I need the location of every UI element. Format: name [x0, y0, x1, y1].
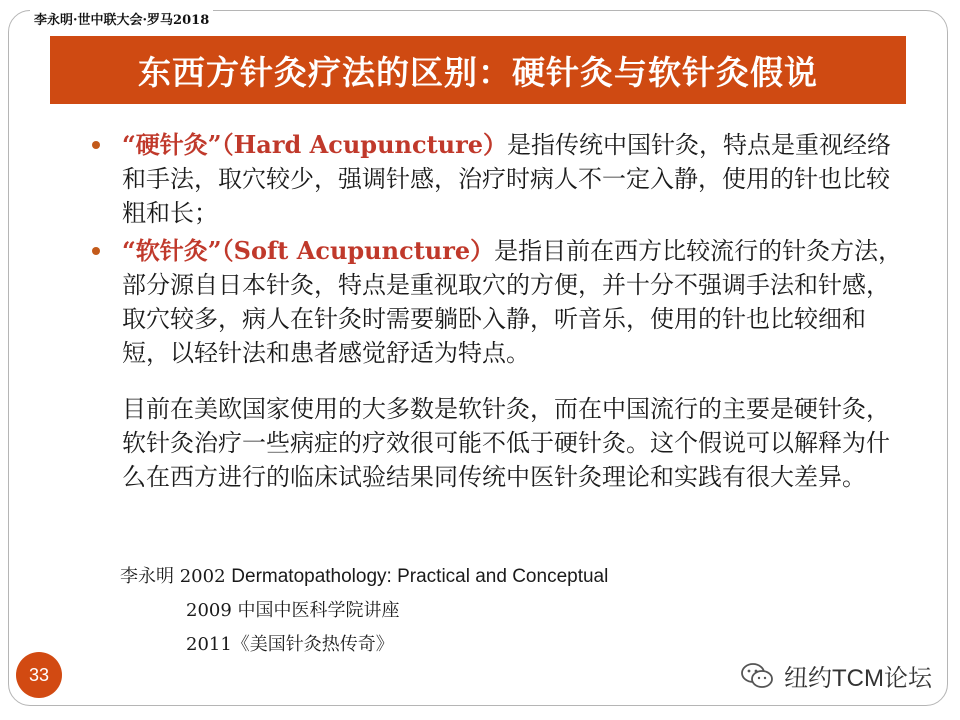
reference-year: 2002	[179, 566, 226, 587]
bullet-dot-icon	[92, 141, 100, 149]
wechat-icon	[740, 661, 774, 691]
bullet-term: “软针灸”	[122, 236, 222, 265]
bullet-hard-acupuncture	[90, 128, 910, 230]
slide-title: 东西方针灸疗法的区别：硬针灸与软针灸假说	[138, 52, 818, 92]
reference-line-2: 2009 中国中医科学院讲座	[186, 600, 400, 621]
watermark-text: 纽约TCM论坛	[784, 665, 932, 692]
bullet-list	[90, 128, 910, 374]
bullet-text: 是指传统中国针灸，特点是重视经络和手法，取穴较少，强调针感，治疗时病人不一定入静，使用的针也比较粗和长；	[122, 131, 892, 227]
references	[120, 560, 608, 662]
reference-author: 李永明	[120, 566, 174, 587]
header-caption: 李永明·世中联大会·罗马2018	[30, 9, 213, 28]
bullet-text: 是指目前在西方比较流行的针灸方法，部分源自日本针灸，特点是重视取穴的方便，并十分不强调手法和针感，取穴较多，病人在针灸时需要躺卧入静，听音乐，使用的针也比较细和短，以轻针法和患者感觉舒适为特点。	[122, 237, 903, 367]
reference-title: Dermatopathology: Practical and Conceptual	[231, 566, 609, 587]
title-band	[50, 36, 906, 104]
bullet-term: “硬针灸”	[122, 130, 222, 159]
watermark	[740, 658, 932, 693]
bullet-dot-icon	[92, 247, 100, 255]
bullet-soft-acupuncture	[90, 234, 910, 370]
reference-line-3: 2011《美国针灸热传奇》	[186, 634, 394, 655]
reference-line-1	[120, 560, 608, 594]
bullet-english-term: （Soft Acupuncture）	[221, 236, 495, 265]
bullet-english-term: （Hard Acupuncture）	[221, 130, 508, 159]
summary-paragraph: 目前在美欧国家使用的大多数是软针灸，而在中国流行的主要是硬针灸，软针灸治疗一些病症的疗效很可能不低于硬针灸。这个假说可以解释为什么在西方进行的临床试验结果同传统中医针灸理论和实践有很大差异。	[122, 395, 890, 491]
page-number-badge: 33	[16, 652, 62, 698]
